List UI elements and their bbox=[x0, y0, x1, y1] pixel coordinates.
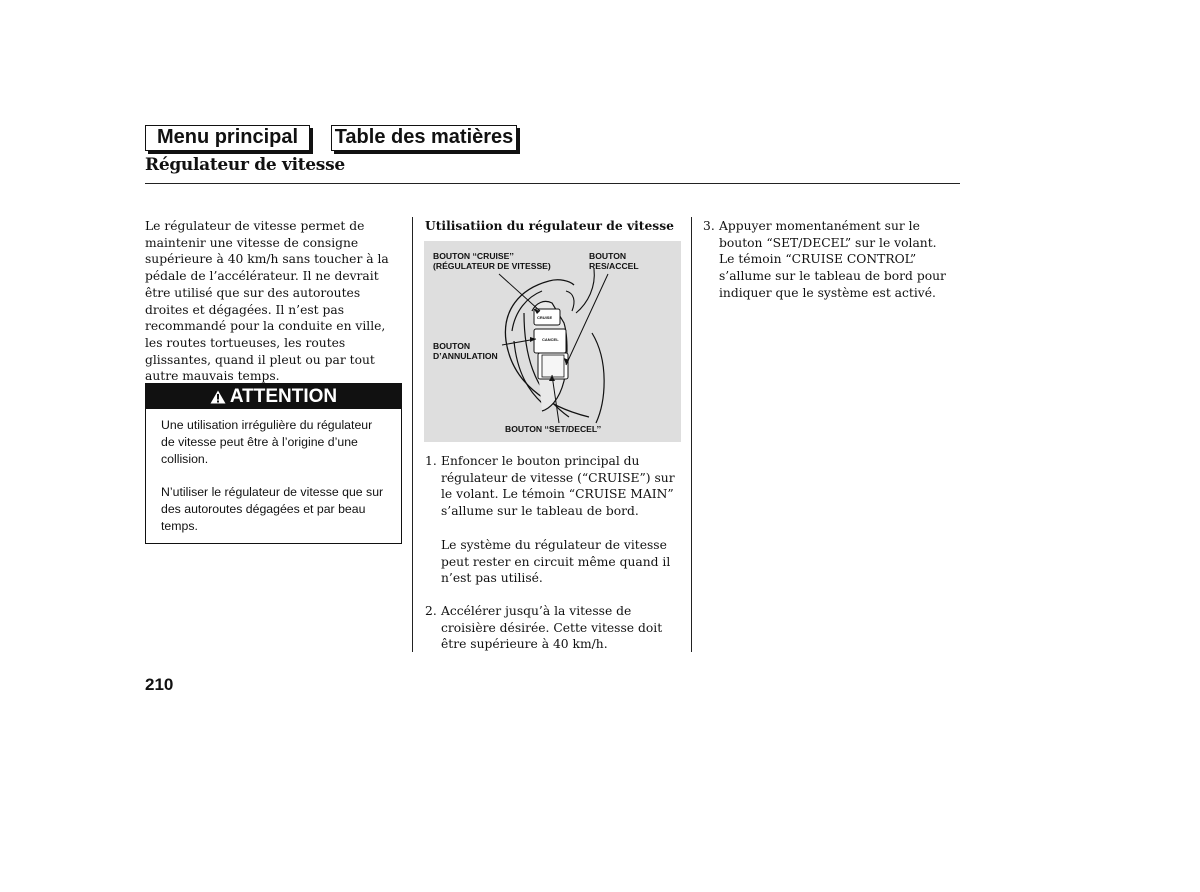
cruise-button: CRUISE bbox=[537, 315, 553, 320]
cancel-button: CANCEL bbox=[542, 337, 559, 342]
step-number: 3. bbox=[703, 219, 715, 233]
step-text: Enfoncer le bouton principal du régulateur de vitesse (“CRUISE”) sur le volant. Le témoin “CRUISE MAIN” s’allume sur le tableau de bord. bbox=[441, 454, 675, 519]
attention-paragraph: N’utiliser le régulateur de vitesse que sur des autoroutes dégagées et par beau temps. bbox=[161, 485, 384, 533]
res-accel-button-label: BOUTON RES/ACCEL bbox=[589, 251, 639, 271]
list-item bbox=[425, 603, 687, 653]
step-note bbox=[425, 537, 687, 587]
cancel-button-label: BOUTON D’ANNULATION bbox=[433, 341, 498, 361]
step-number: 2. bbox=[425, 604, 437, 618]
set-decel-button-label: BOUTON ‘‘SET/DECEL’’ bbox=[505, 424, 602, 434]
intro-paragraph: Le régulateur de vitesse permet de maintenir une vitesse de consigne supérieure à 40 km/h sans toucher à la pédale de l’accélérateur. Il ne devrait être utilisé que sur des autoroutes droites et dégagées. Il n’est pas recommandé pour la conduite en ville, les routes tortueuses, les routes glissantes, quand il pleut ou par tout autre mauvais temps. bbox=[145, 219, 389, 384]
step-number: 1. bbox=[425, 454, 437, 468]
attention-box bbox=[145, 383, 402, 544]
list-item bbox=[703, 218, 953, 302]
title-rule bbox=[145, 183, 960, 184]
list-item bbox=[425, 453, 687, 520]
page-title: Régulateur de vitesse bbox=[145, 155, 345, 175]
cruise-button-label: BOUTON ‘‘CRUISE’’ (RÉGULATEUR DE VITESSE) bbox=[433, 251, 551, 271]
column-divider bbox=[691, 217, 692, 652]
step-text: Accélérer jusqu’à la vitesse de croisière désirée. Cette vitesse doit être supérieure à 40 km/h. bbox=[441, 604, 663, 652]
main-menu-button[interactable]: Menu principal bbox=[145, 125, 310, 151]
page-number: 210 bbox=[145, 675, 174, 694]
step-note-text: Le système du régulateur de vitesse peut rester en circuit même quand il n’est pas utilisé. bbox=[441, 538, 671, 586]
table-of-contents-button[interactable]: Table des matières bbox=[331, 125, 517, 151]
steering-wheel-figure bbox=[424, 241, 681, 442]
warning-triangle-icon bbox=[210, 390, 226, 404]
attention-paragraph: Une utilisation irrégulière du régulateur de vitesse peut être à l’origine d’une collision. bbox=[161, 418, 373, 466]
column-divider bbox=[412, 217, 413, 652]
step-text: Appuyer momentanément sur le bouton “SET/DECEL” sur le volant. Le témoin “CRUISE CONTROL” s’allume sur le tableau de bord pour indiquer que le système est activé. bbox=[719, 219, 946, 300]
attention-heading: ATTENTION bbox=[229, 385, 338, 407]
attention-body bbox=[146, 409, 401, 535]
usage-heading: Utilisatiion du régulateur de vitesse bbox=[425, 218, 674, 233]
attention-header bbox=[146, 384, 401, 409]
